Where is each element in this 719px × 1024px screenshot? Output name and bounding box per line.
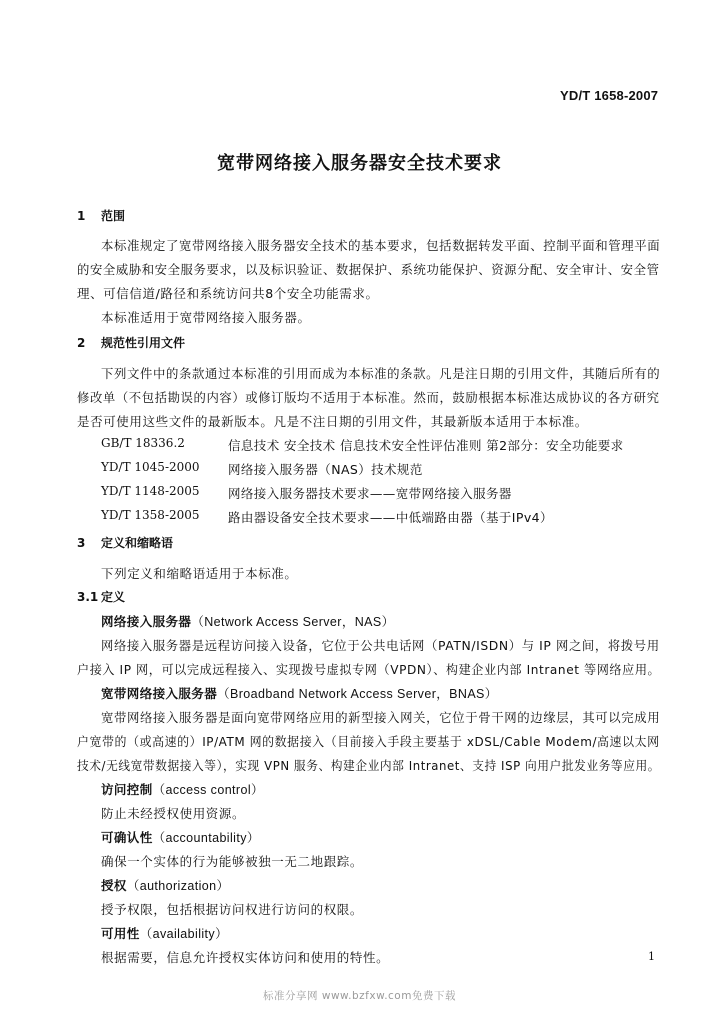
paragraph-line: 理、可信信道/路径和系统访问共8个安全功能需求。 [77, 286, 379, 301]
term-heading [101, 684, 498, 702]
reference-title: 信息技术 安全技术 信息技术安全性评估准则 第2部分：安全功能要求 [228, 438, 624, 453]
definition-line: 技术/无线宽带数据接入等），实现 VPN 服务、构建企业内部 Intranet、支持 ISP 向用户批发业务等应用。 [77, 758, 661, 773]
reference-title: 网络接入服务器技术要求——宽带网络接入服务器 [228, 486, 512, 501]
reference-code: YD/T 1045-2000 [101, 460, 200, 474]
term-english: （authorization） [126, 879, 230, 893]
section-1-heading [77, 207, 125, 224]
section-number: 2 [77, 336, 86, 350]
term-english: （availability） [139, 927, 228, 941]
standard-number: YD/T 1658-2007 [560, 88, 659, 103]
reference-title: 网络接入服务器（NAS）技术规范 [228, 462, 423, 477]
term-heading [101, 924, 228, 942]
paragraph-line: 本标准规定了宽带网络接入服务器安全技术的基本要求，包括数据转发平面、控制平面和管理平面 [101, 238, 661, 253]
definition-line: 户接入 IP 网，可以完成远程接入、实现拨号虚拟专网（VPDN）、构建企业内部 Intranet 等网络应用。 [77, 662, 661, 677]
paragraph-line: 下列文件中的条款通过本标准的引用而成为本标准的条款。凡是注日期的引用文件，其随后所有的 [101, 366, 661, 381]
section-2-heading [77, 334, 185, 351]
term-english: （access control） [152, 783, 264, 797]
paragraph-line: 是否可使用这些文件的最新版本。凡是不注日期的引用文件，其最新版本适用于本标准。 [77, 414, 588, 429]
paragraph-line: 下列定义和缩略语适用于本标准。 [101, 566, 298, 581]
term-heading [101, 876, 229, 894]
subsection-number: 3.1 [77, 590, 99, 604]
section-number: 1 [77, 209, 86, 223]
definition-line: 授予权限，包括根据访问权进行访问的权限。 [101, 902, 364, 917]
definition-line: 宽带网络接入服务器是面向宽带网络应用的新型接入网关，它位于骨干网的边缘层，其可以完成用 [101, 710, 661, 725]
section-title: 定义和缩略语 [101, 536, 174, 550]
definition-line: 根据需要，信息允许授权实体访问和使用的特性。 [101, 950, 390, 965]
definition-line: 防止未经授权使用资源。 [101, 806, 246, 821]
section-title: 规范性引用文件 [101, 336, 186, 350]
definition-line: 户宽带的（或高速的）IP/ATM 网的数据接入（目前接入手段主要基于 xDSL/Cable Modem/高速以太网 [77, 734, 660, 749]
term-heading [101, 828, 260, 846]
definition-line: 网络接入服务器是远程访问接入设备，它位于公共电话网（PATN/ISDN）与 IP 网之间，将拨号用 [101, 638, 660, 653]
term-name: 可用性 [101, 926, 140, 941]
paragraph-line: 修改单（不包括勘误的内容）或修订版均不适用于本标准。然而，鼓励根据本标准达成协议的各方研究 [77, 390, 660, 405]
term-english: （accountability） [152, 831, 260, 845]
reference-code: GB/T 18336.2 [101, 436, 185, 450]
definition-line: 确保一个实体的行为能够被独一无二地跟踪。 [101, 854, 364, 869]
reference-code: YD/T 1358-2005 [101, 508, 200, 522]
footer-watermark: 标准分享网 www.bzfxw.com免费下载 [263, 990, 456, 1002]
term-english: （Broadband Network Access Server，BNAS） [217, 687, 498, 701]
term-name: 网络接入服务器 [101, 614, 192, 629]
paragraph-line: 的安全威胁和安全服务要求，以及标识验证、数据保护、系统功能保护、资源分配、安全审计、安全管 [77, 262, 660, 277]
term-heading [101, 780, 264, 798]
term-name: 宽带网络接入服务器 [101, 686, 218, 701]
term-english: （Network Access Server，NAS） [191, 615, 395, 629]
section-title: 范围 [101, 209, 126, 223]
term-heading [101, 612, 395, 630]
term-name: 授权 [101, 878, 127, 893]
subsection-title: 定义 [101, 590, 126, 604]
section-3-heading [77, 534, 173, 551]
paragraph-line: 本标准适用于宽带网络接入服务器。 [101, 310, 311, 325]
section-number: 3 [77, 536, 86, 550]
page-number: 1 [648, 950, 655, 963]
term-name: 访问控制 [101, 782, 153, 797]
term-name: 可确认性 [101, 830, 153, 845]
reference-code: YD/T 1148-2005 [101, 484, 200, 498]
reference-title: 路由器设备安全技术要求——中低端路由器（基于IPv4） [228, 510, 553, 525]
document-title: 宽带网络接入服务器安全技术要求 [217, 153, 502, 174]
subsection-3-1-heading [77, 588, 125, 605]
